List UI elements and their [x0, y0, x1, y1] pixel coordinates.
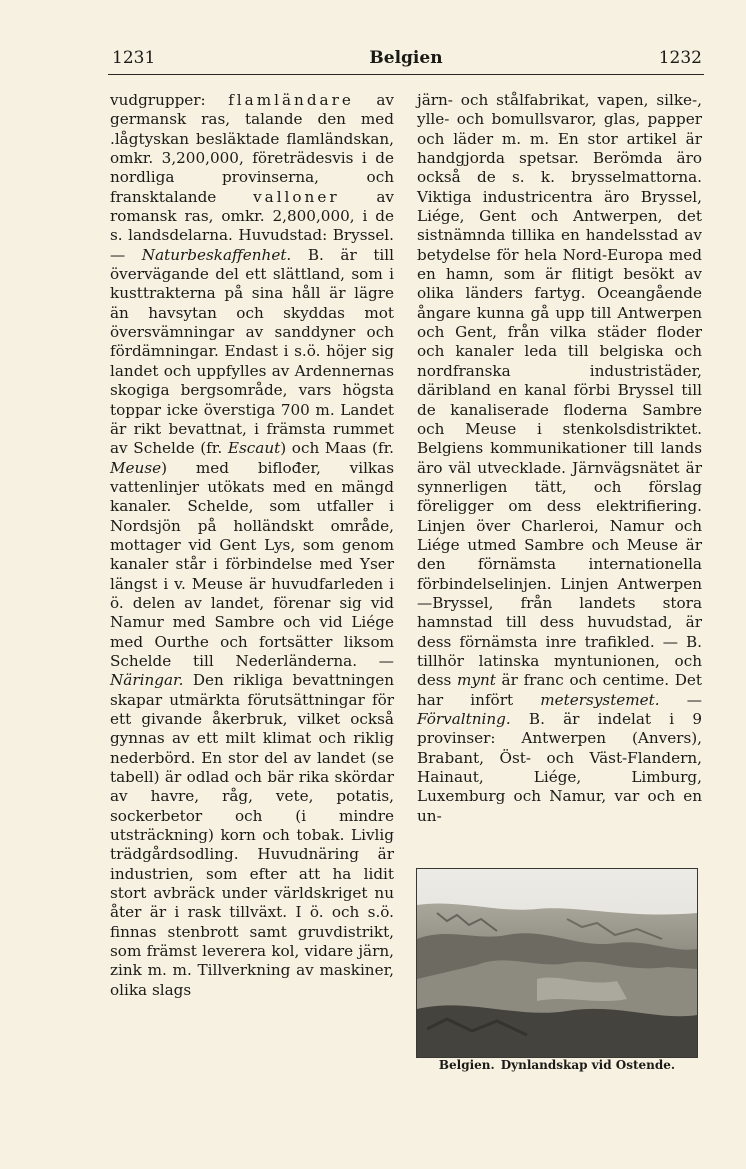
- section-heading-forvaltning: Förvaltning.: [417, 710, 511, 728]
- section-heading-naringar: Näringar.: [110, 671, 184, 690]
- spaced-term-flamlandare: flamländare: [228, 91, 354, 109]
- italic-term: metersystemet.: [540, 690, 660, 709]
- text-run: Den rikliga bevattningen skapar utmärkta förutsättningar för ett givande åkerbruk, vilket också gynnas av ett milt klimat och riklig nederbörd. En stor del av landet (se tabell) är odlad och bär rika skördar av havre, råg, vete, potatis, sockerbetor och (i mindre utsträckning) korn och tobak. Livlig trädgårdsodling. Huvudnäring är industrien, som efter att ha lidit stort avbräck under världskriget nu åter är i rask tillväxt. I ö. och s.ö. finnas stenbrott samt gruvdistrikt, som främst leverera kol, vidare järn, zink m. m. Tillverkning av maskiner, olika slags: [110, 671, 394, 999]
- text-run: B. är indelat i 9 provinser: Antwerpen (Anvers), Brabant, Öst- och Väst-Flandern, Hainaut, Liége, Limburg, Luxemburg och Namur, var och en un-: [417, 710, 702, 825]
- text-run: ) och Maas (fr.: [280, 439, 394, 458]
- left-column-text: [110, 91, 394, 1000]
- caption-text: Dynlandskap vid Ostende.: [500, 1058, 676, 1072]
- page-number-right: 1232: [658, 48, 702, 68]
- running-title: Belgien: [369, 48, 443, 68]
- text-run: B. är till övervägande del ett slättland, som i kusttrakterna på sina håll är lägre än havsytan och skyddas mot översvämningar av sanddyner och fördämningar. Endast i s.ö. höjer sig landet och uppfylles av Ardennernas skogiga bergsområde, vars högsta toppar icke överstiga 700 m. Landet är rikt bevattnat, i främsta rummet av Schelde (fr.: [110, 245, 395, 458]
- right-column-text: [417, 91, 702, 826]
- left-column: [110, 91, 394, 1000]
- italic-term: mynt: [457, 671, 496, 690]
- figure-caption: [416, 1058, 698, 1072]
- running-header: [108, 48, 704, 75]
- italic-term: Escaut: [227, 439, 281, 458]
- italic-term: Meuse: [110, 458, 162, 477]
- text-run: —: [659, 690, 702, 709]
- text-run: järn- och stålfabrikat, vapen, silke-, ylle- och bomullsvaror, glas, papper och läder m. m. En stor artikel är handgjorda spetsar. Berömda äro också de s. k. brysselmattorna. Viktiga industricentra äro Bryssel, Liége, Gent och Antwerpen, det sistnämnda tillika en handelsstad av betydelse för hela Nord-Europa med en hamn, som är flitigt besökt av olika länders fartyg. Oceangående ångare kunna gå upp till Antwerpen och Gent, från vilka städer floder och kanaler leda till belgiska och nordfranska industristäder, däribland en kanal förbi Bryssel till de kanaliserade floderna Sambre och Meuse i stenkolsdistriktet. Belgiens kommunikationer till lands äro väl utvecklade. Järnvägsnätet är synnerligen tätt, och förslag föreligger om dess elektrifiering. Linjen över Charleroi, Namur och Liége utmed Sambre och Meuse är den förnämsta internationella förbindelselinjen. Linjen Antwerpen—Bryssel, från landets stora hamnstad till dess huvudstad, är dess förnämsta inre trafikled. — B. tillhör latinska myntunionen, och dess: [417, 91, 702, 690]
- spaced-term-valloner: valloner: [253, 187, 340, 206]
- caption-label: Belgien.: [438, 1058, 495, 1072]
- text-run: är franc och centime. Det har infört: [417, 671, 702, 709]
- right-column: [417, 91, 702, 826]
- text-run: vudgrupper:: [110, 91, 229, 109]
- text-run: ) med biflođer, vilkas vattenlinjer utökats med en mängd kanaler. Schelde, som utfaller i Nordsjön på holländskt område, mottager vid Gent Lys, som genom kanaler står i förbindelse med Yser längst i v. Meuse är huvudfarleden i ö. delen av landet, förenar sig vid Namur med Sambre och vid Liége med Ourthe och fortsätter liksom Schelde till Nederländerna. —: [110, 458, 394, 670]
- section-heading-naturbeskaffenhet: Naturbeskaffenhet.: [141, 245, 292, 264]
- text-run: av romansk ras, omkr. 2,800,000, i de s. landsdelarna. Huvudstad: Bryssel. —: [110, 187, 395, 264]
- dune-landscape-photo: [416, 868, 698, 1058]
- page-number-left: 1231: [112, 48, 156, 68]
- text-run: av germansk ras, talande den med .lågtyskan besläktade flamländskan, omkr. 3,200,000, företrädesvis i de nordliga provinserna, och fransktalande: [110, 91, 395, 206]
